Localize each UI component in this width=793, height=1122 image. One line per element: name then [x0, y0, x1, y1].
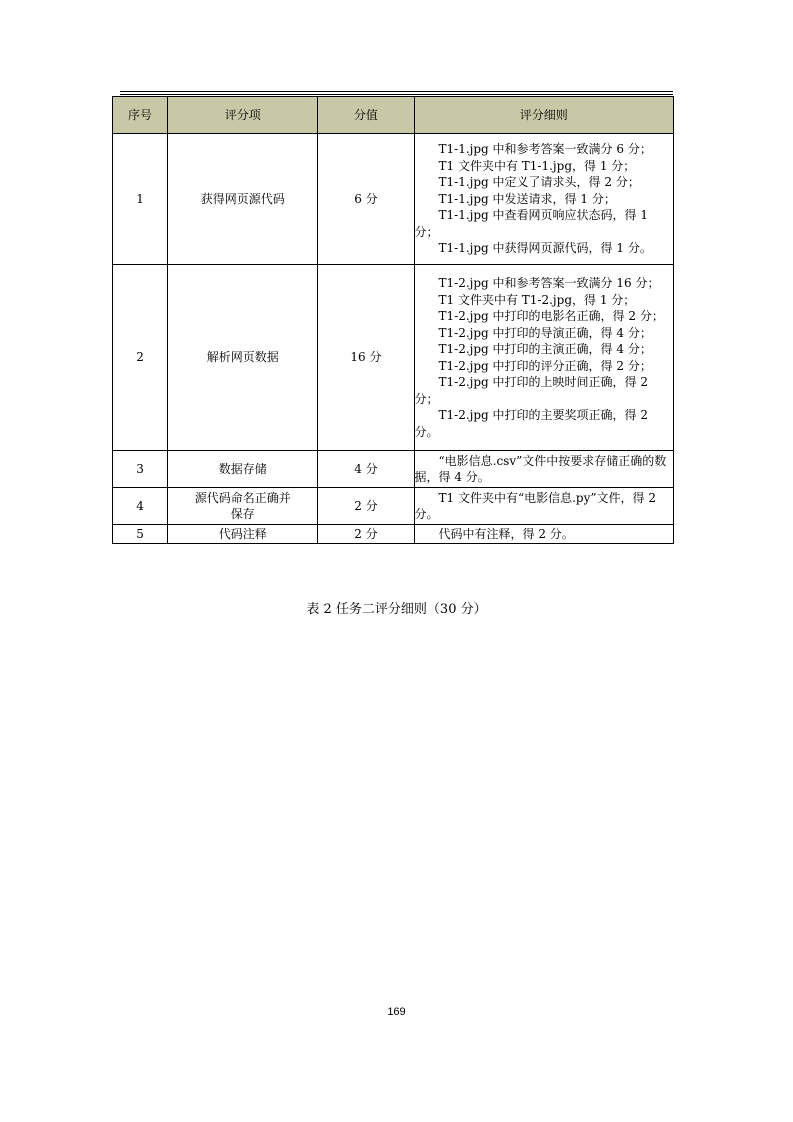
row-item: 代码注释: [168, 525, 318, 544]
header-score: 分值: [318, 97, 414, 134]
header-item: 评分项: [168, 97, 318, 134]
detail-line: T1-1.jpg 中定义了请求头，得 2 分；: [438, 175, 640, 190]
row-item-label: 源代码命名正确并保存: [194, 490, 291, 521]
detail-line: T1 文件夹中有 T1-2.jpg，得 1 分；: [438, 292, 636, 307]
scoring-table: [112, 96, 674, 544]
header-rule: [120, 91, 673, 92]
row-no: 4: [113, 488, 168, 525]
detail-line: T1 文件夹中有“电影信息.py”文件，得 2 分。: [414, 490, 656, 521]
table-caption: 表 2 任务二评分细则（30 分）: [306, 602, 487, 617]
row-item: [168, 488, 318, 525]
row-score: 4 分: [318, 451, 414, 488]
row-detail: [414, 134, 673, 265]
detail-line: T1-1.jpg 中查看网页响应状态码，得 1 分；: [414, 208, 649, 239]
detail-line: T1 文件夹中有 T1-1.jpg，得 1 分；: [438, 158, 636, 173]
row-detail: [414, 451, 673, 488]
row-score: 6 分: [318, 134, 414, 265]
row-no: 2: [113, 265, 168, 451]
detail-line: T1-2.jpg 中和参考答案一致满分 16 分；: [438, 276, 660, 290]
row-no: 3: [113, 451, 168, 488]
detail-line: T1-2.jpg 中打印的导演正确，得 4 分；: [438, 325, 652, 340]
row-detail: [414, 488, 673, 525]
row-detail: [414, 525, 673, 544]
detail-line: 代码中有注释，得 2 分。: [438, 526, 574, 541]
row-score: 16 分: [318, 265, 414, 451]
detail-line: T1-1.jpg 中和参考答案一致满分 6 分；: [438, 142, 652, 157]
detail-line: T1-2.jpg 中打印的主要奖项正确，得 2 分。: [414, 408, 649, 439]
table-row: [113, 134, 674, 265]
header-rule-secondary: [120, 94, 673, 95]
detail-line: T1-1.jpg 中发送请求，得 1 分；: [438, 191, 616, 206]
page-number: 169: [387, 1006, 406, 1018]
detail-line: T1-2.jpg 中打印的电影名正确，得 2 分；: [438, 309, 664, 323]
table-row: [113, 451, 674, 488]
row-score: 2 分: [318, 525, 414, 544]
table-header-row: [113, 97, 674, 134]
row-item: 解析网页数据: [168, 265, 318, 451]
row-item: 数据存储: [168, 451, 318, 488]
table-row: [113, 488, 674, 525]
detail-line: “电影信息.csv”文件中按要求存储正确的数据，得 4 分。: [414, 453, 667, 484]
detail-line: T1-1.jpg 中获得网页源代码，得 1 分。: [438, 241, 652, 256]
table-row: [113, 265, 674, 451]
row-no: 1: [113, 134, 168, 265]
detail-line: T1-2.jpg 中打印的评分正确，得 2 分；: [438, 358, 652, 373]
row-item: 获得网页源代码: [168, 134, 318, 265]
row-detail: [414, 265, 673, 451]
row-no: 5: [113, 525, 168, 544]
detail-line: T1-2.jpg 中打印的主演正确，得 4 分；: [438, 342, 652, 356]
detail-line: T1-2.jpg 中打印的上映时间正确，得 2 分；: [414, 375, 649, 406]
table-row: [113, 525, 674, 544]
header-no-label: 序号: [128, 108, 153, 122]
header-no: [113, 97, 168, 134]
row-score: 2 分: [318, 488, 414, 525]
header-detail: 评分细则: [414, 97, 673, 134]
